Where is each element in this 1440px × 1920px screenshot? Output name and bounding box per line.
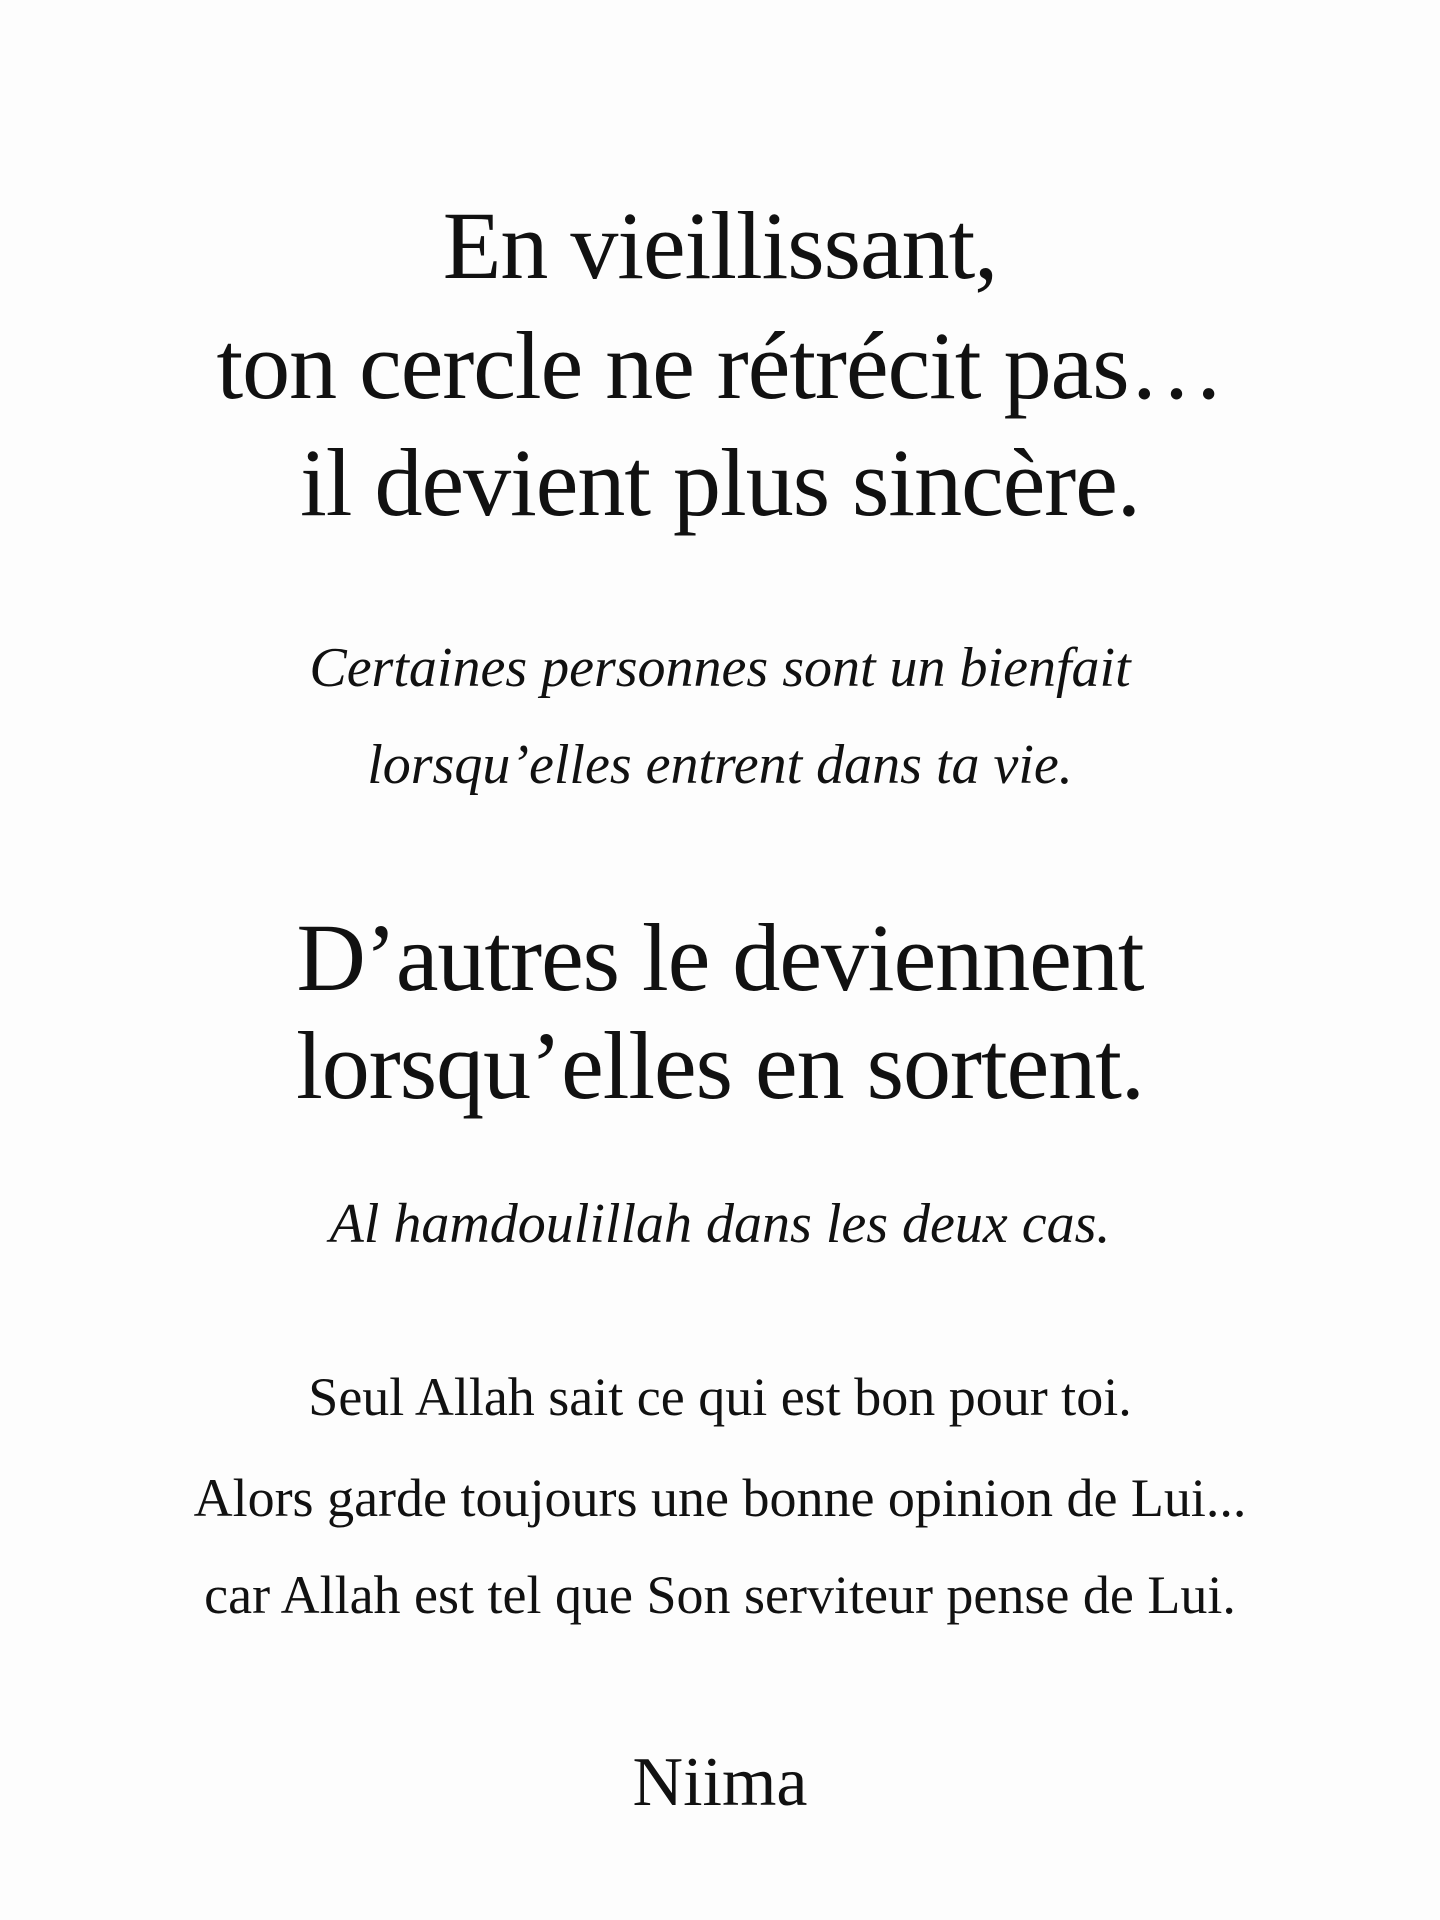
subheading-line-2: lorsqu’elles en sortent. bbox=[296, 1012, 1144, 1119]
heading-line-1: En vieillissant, bbox=[442, 192, 998, 299]
body-line-3: car Allah est tel que Son serviteur pense de Lui. bbox=[204, 1565, 1236, 1625]
body-line-1: Seul Allah sait ce qui est bon pour toi. bbox=[308, 1367, 1132, 1427]
heading-line-2: ton cercle ne rétrécit pas… bbox=[216, 312, 1224, 419]
italic-line-2: lorsqu’elles entrent dans ta vie. bbox=[367, 734, 1073, 796]
italic-line-1: Certaines personnes sont un bienfait bbox=[309, 637, 1131, 699]
subheading-line-1: D’autres le deviennent bbox=[296, 904, 1144, 1011]
heading-line-3: il devient plus sincère. bbox=[300, 429, 1140, 536]
italic-line-3: Al hamdoulillah dans les deux cas. bbox=[329, 1193, 1111, 1255]
body-line-2: Alors garde toujours une bonne opinion de Lui... bbox=[193, 1468, 1247, 1528]
signature: Niima bbox=[632, 1744, 808, 1821]
